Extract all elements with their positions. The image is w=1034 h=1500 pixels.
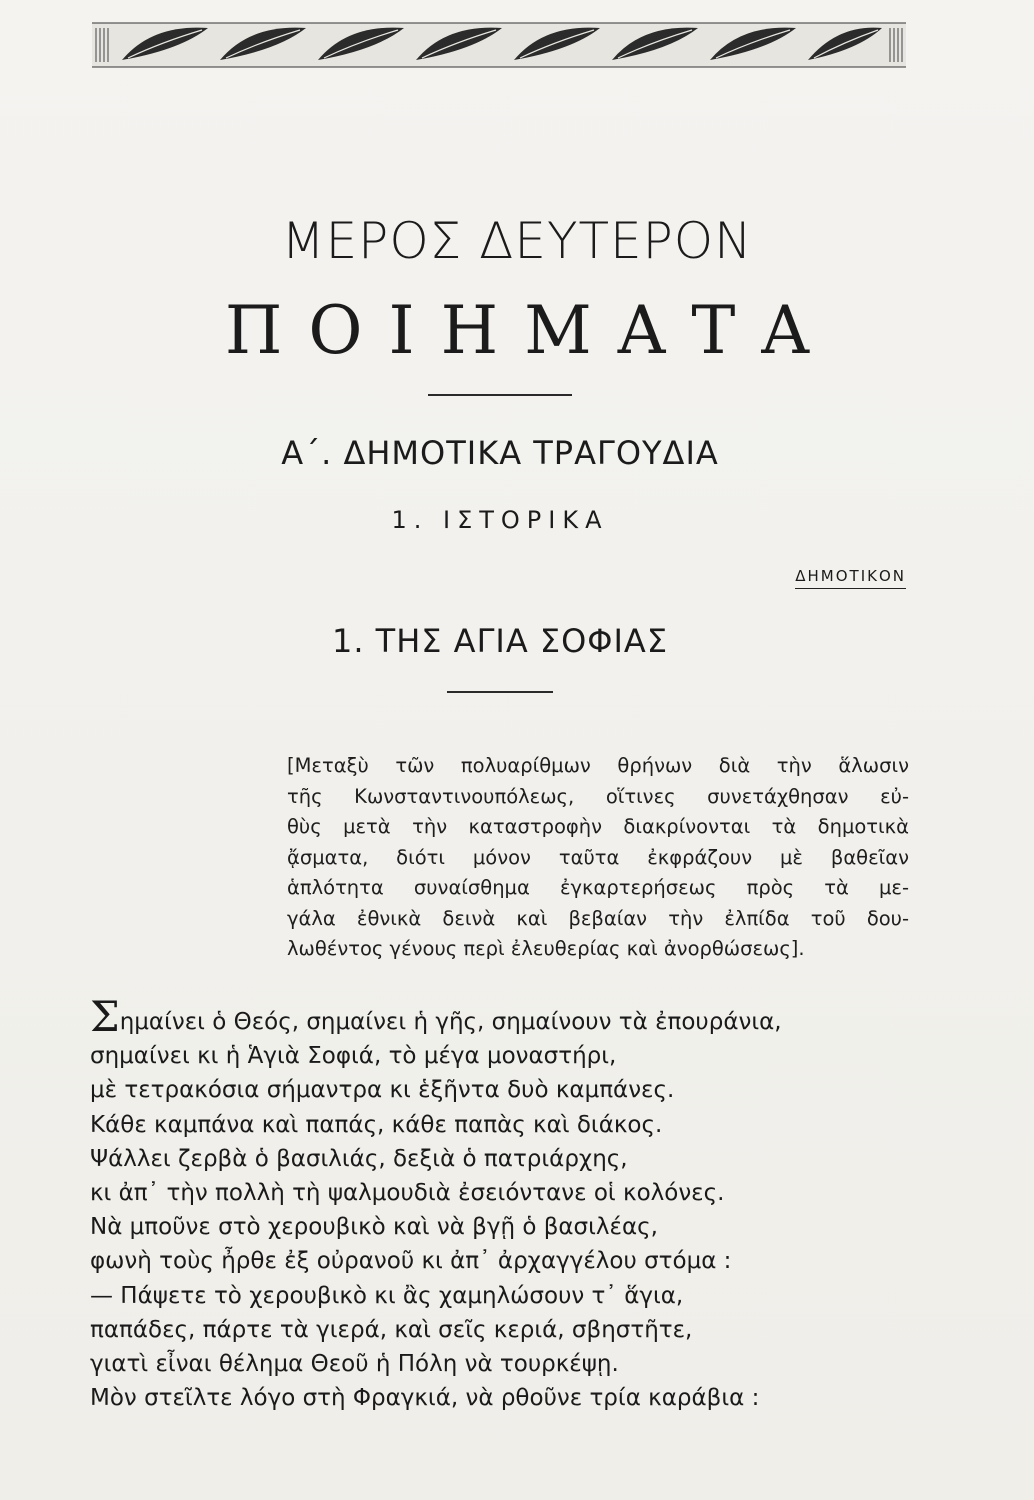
poem-verse: Νὰ μποῦνε στὸ χερουβικὸ καὶ νὰ βγῇ ὁ βασιλέας, (90, 1214, 658, 1241)
poem-verse: σημαίνει κι ἡ Ἁγιὰ Σοφιά, τὸ μέγα μοναστήρι, (90, 1043, 617, 1070)
intro-line: θὺς μετὰ τὴν καταστροφὴν διακρίνονται τὰ δημοτικὰ (287, 815, 909, 838)
poem-title: 1. ΤΗΣ ΑΓΙΑ ΣΟΦΙΑΣ (331, 622, 669, 660)
poem-verse: Κάθε καμπάνα καὶ παπάς, κάθε παπὰς καὶ διάκος. (90, 1111, 663, 1138)
intro-line: τῆς Κωνσταντινουπόλεως, οἵτινες συνετάχθησαν εὐ- (287, 784, 909, 808)
poem-title-rule (447, 691, 553, 693)
intro-line: λωθέντος γένους περὶ ἐλευθερίας καὶ ἀνορθώσεως]. (287, 937, 805, 960)
intro-line: ᾄσματα, διότι μόνον ταῦτα ἐκφράζουν μὲ βαθεῖαν (287, 845, 909, 869)
intro-line: γάλα ἐθνικὰ δεινὰ καὶ βεβαίαν τὴν ἐλπίδα τοῦ δου- (287, 906, 909, 930)
intro-note (287, 751, 909, 965)
poem-verse: φωνὴ τοὺς ἦρθε ἐξ οὐρανοῦ κι ἀπ᾿ ἀρχαγγέλου στόμα : (90, 1248, 732, 1275)
drop-cap: Σ (90, 992, 120, 1041)
section-title: Α΄. ΔΗΜΟΤΙΚΑ ΤΡΑΓΟΥΔΙΑ (281, 434, 719, 472)
poem-verse-first-text: ημαίνει ὁ Θεός, σημαίνει ἡ γῆς, σημαίνουν τὰ ἐπουράνια, (119, 1009, 782, 1035)
poem-verse: μὲ τετρακόσια σήμαντρα κι ἑξῆντα δυὸ καμπάνες. (90, 1077, 675, 1104)
intro-line: [Μεταξὺ τῶν πολυαρίθμων θρήνων διὰ τὴν ἅλωσιν (287, 754, 909, 777)
part-title: ΜΕΡΟΣ ΔΕΥΤΕΡΟΝ (281, 212, 753, 270)
poem-verse: Ψάλλει ζερβὰ ὁ βασιλιάς, δεξιὰ ὁ πατριάρχης, (90, 1145, 628, 1172)
poem-body (90, 992, 920, 1415)
poems-title: ΠΟΙΗΜΑΤΑ (224, 292, 836, 369)
divider-rule (428, 394, 572, 396)
intro-line: ἁπλότητα συναίσθημα ἐγκαρτερήσεως πρὸς τὰ με- (287, 876, 909, 899)
poem-verse: γιατὶ εἶναι θέλημα Θεοῦ ἡ Πόλη νὰ τουρκέψῃ. (90, 1351, 619, 1378)
poem-verse: παπάδες, πάρτε τὰ γιερά, καὶ σεῖς κεριά, σβηστῆτε, (90, 1316, 693, 1343)
poem-verse-first (90, 992, 920, 1041)
subsection-title: 1. ΙΣΤΟΡΙΚΑ (391, 506, 609, 534)
poem-verse: κι ἀπ᾿ τὴν πολλὴ τὴ ψαλμουδιὰ ἐσειόντανε οἱ κολόνες. (90, 1180, 725, 1207)
laurel-ornament-band (92, 20, 906, 70)
poem-verse: — Πάψετε τὸ χερουβικὸ κι ἂς χαμηλώσουν τ᾿ ἅγια, (90, 1282, 684, 1309)
genre-label: ΔΗΜΟΤΙΚΟΝ (795, 567, 906, 589)
poem-verse: Μὸν στεῖλτε λόγο στὴ Φραγκιά, νὰ ρθοῦνε τρία καράβια : (90, 1385, 760, 1412)
